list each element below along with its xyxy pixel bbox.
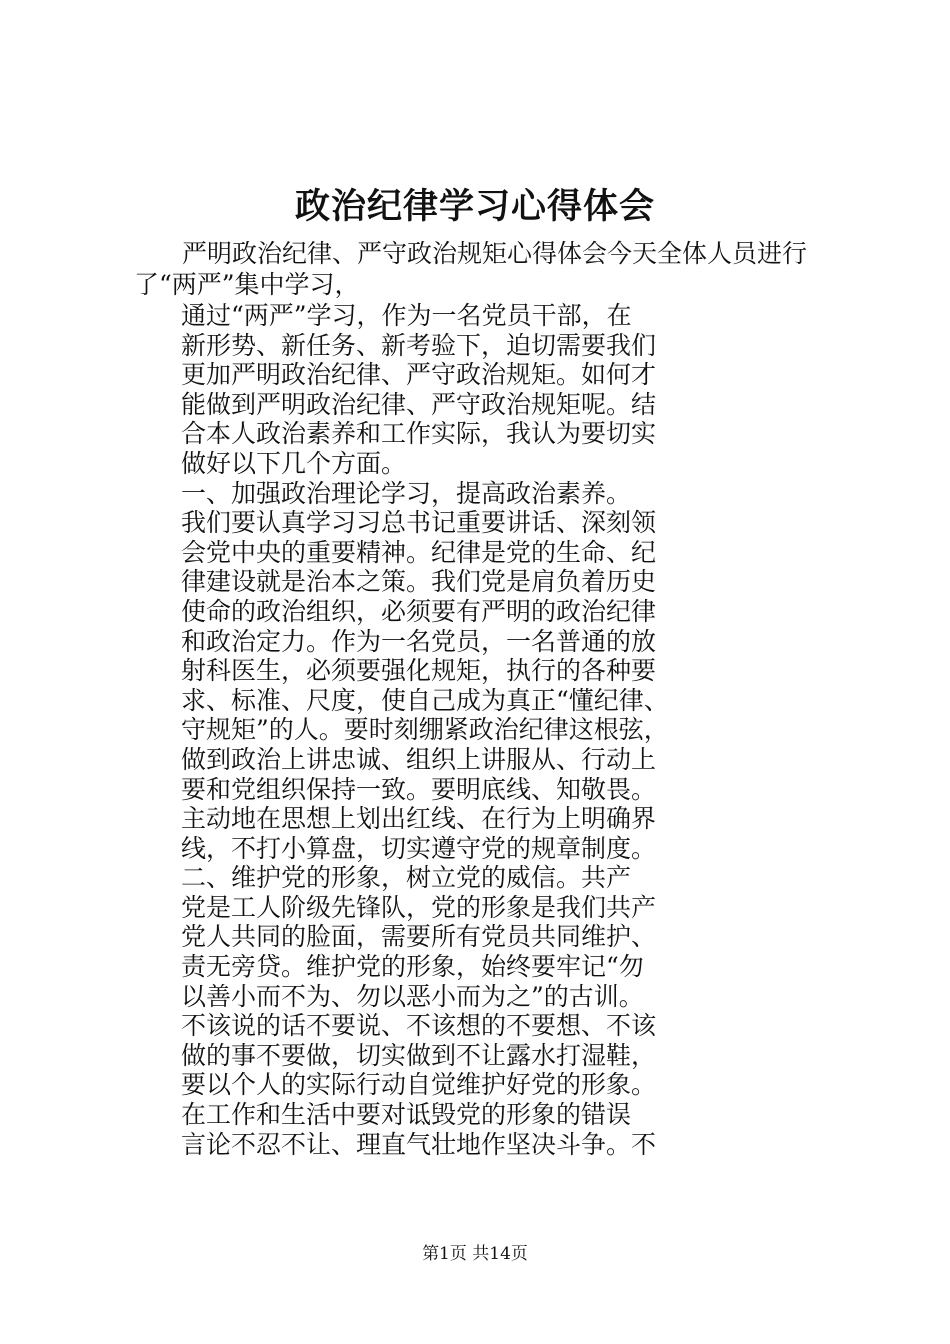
body-line: 新形势、新任务、新考验下，迫切需要我们 [181, 330, 657, 360]
body-line: 二、维护党的形象，树立党的威信。共产 [181, 863, 632, 893]
body-line: 一、加强政治理论学习，提高政治素养。 [181, 478, 632, 508]
document-title: 政治纪律学习心得体会 [294, 186, 655, 227]
body-line: 合本人政治素养和工作实际，我认为要切实 [181, 419, 657, 449]
body-line: 在工作和生活中要对诋毁党的形象的错误 [181, 1100, 632, 1130]
body-line: 使命的政治组织，必须要有严明的政治纪律 [181, 596, 657, 626]
body-line: 主动地在思想上划出红线、在行为上明确界 [181, 804, 657, 834]
body-line: 不该说的话不要说、不该想的不要想、不该 [181, 1011, 657, 1041]
body-line: 能做到严明政治纪律、严守政治规矩呢。结 [181, 389, 657, 419]
body-line: 和政治定力。作为一名党员，一名普通的放 [181, 626, 657, 656]
body-line: 守规矩”的人。要时刻绷紧政治纪律这根弦， [181, 715, 669, 745]
body-line: 做的事不要做，切实做到不让露水打湿鞋， [181, 1040, 657, 1070]
body-line: 通过“两严”学习，作为一名党员干部，在 [181, 301, 632, 330]
body-line: 线，不打小算盘，切实遵守党的规章制度。 [181, 833, 657, 863]
body-line: 射科医生，必须要强化规矩，执行的各种要 [181, 656, 657, 686]
body-line: 要以个人的实际行动自觉维护好党的形象。 [181, 1070, 657, 1100]
body-line: 求、标准、尺度，使自己成为真正“懂纪律、 [181, 685, 669, 715]
body-line: 我们要认真学习习总书记重要讲话、深刻领 [181, 508, 657, 538]
intro-paragraph: 严明政治纪律、严守政治规矩心得体会今天全体人员进行了“两严”集中学习， [134, 239, 808, 299]
body-line: 党人共同的脸面，需要所有党员共同维护、 [181, 922, 657, 952]
body-line: 律建设就是治本之策。我们党是肩负着历史 [181, 567, 657, 597]
body-line: 党是工人阶级先锋队，党的形象是我们共产 [181, 892, 657, 922]
body-line: 以善小而不为、勿以恶小而为之”的古训。 [181, 981, 644, 1011]
body-line: 责无旁贷。维护党的形象，始终要牢记“勿 [181, 952, 644, 982]
body-line: 做好以下几个方面。 [181, 448, 407, 478]
body-line: 要和党组织保持一致。要明底线、知敬畏。 [181, 774, 657, 804]
body-line: 做到政治上讲忠诚、组织上讲服从、行动上 [181, 744, 657, 774]
body-text [181, 301, 681, 1159]
body-line: 言论不忍不让、理直气壮地作坚决斗争。不 [181, 1129, 657, 1159]
body-line: 会党中央的重要精神。纪律是党的生命、纪 [181, 537, 657, 567]
body-line: 更加严明政治纪律、严守政治规矩。如何才 [181, 360, 657, 390]
page-footer: 第1页 共14页 [422, 1244, 528, 1264]
